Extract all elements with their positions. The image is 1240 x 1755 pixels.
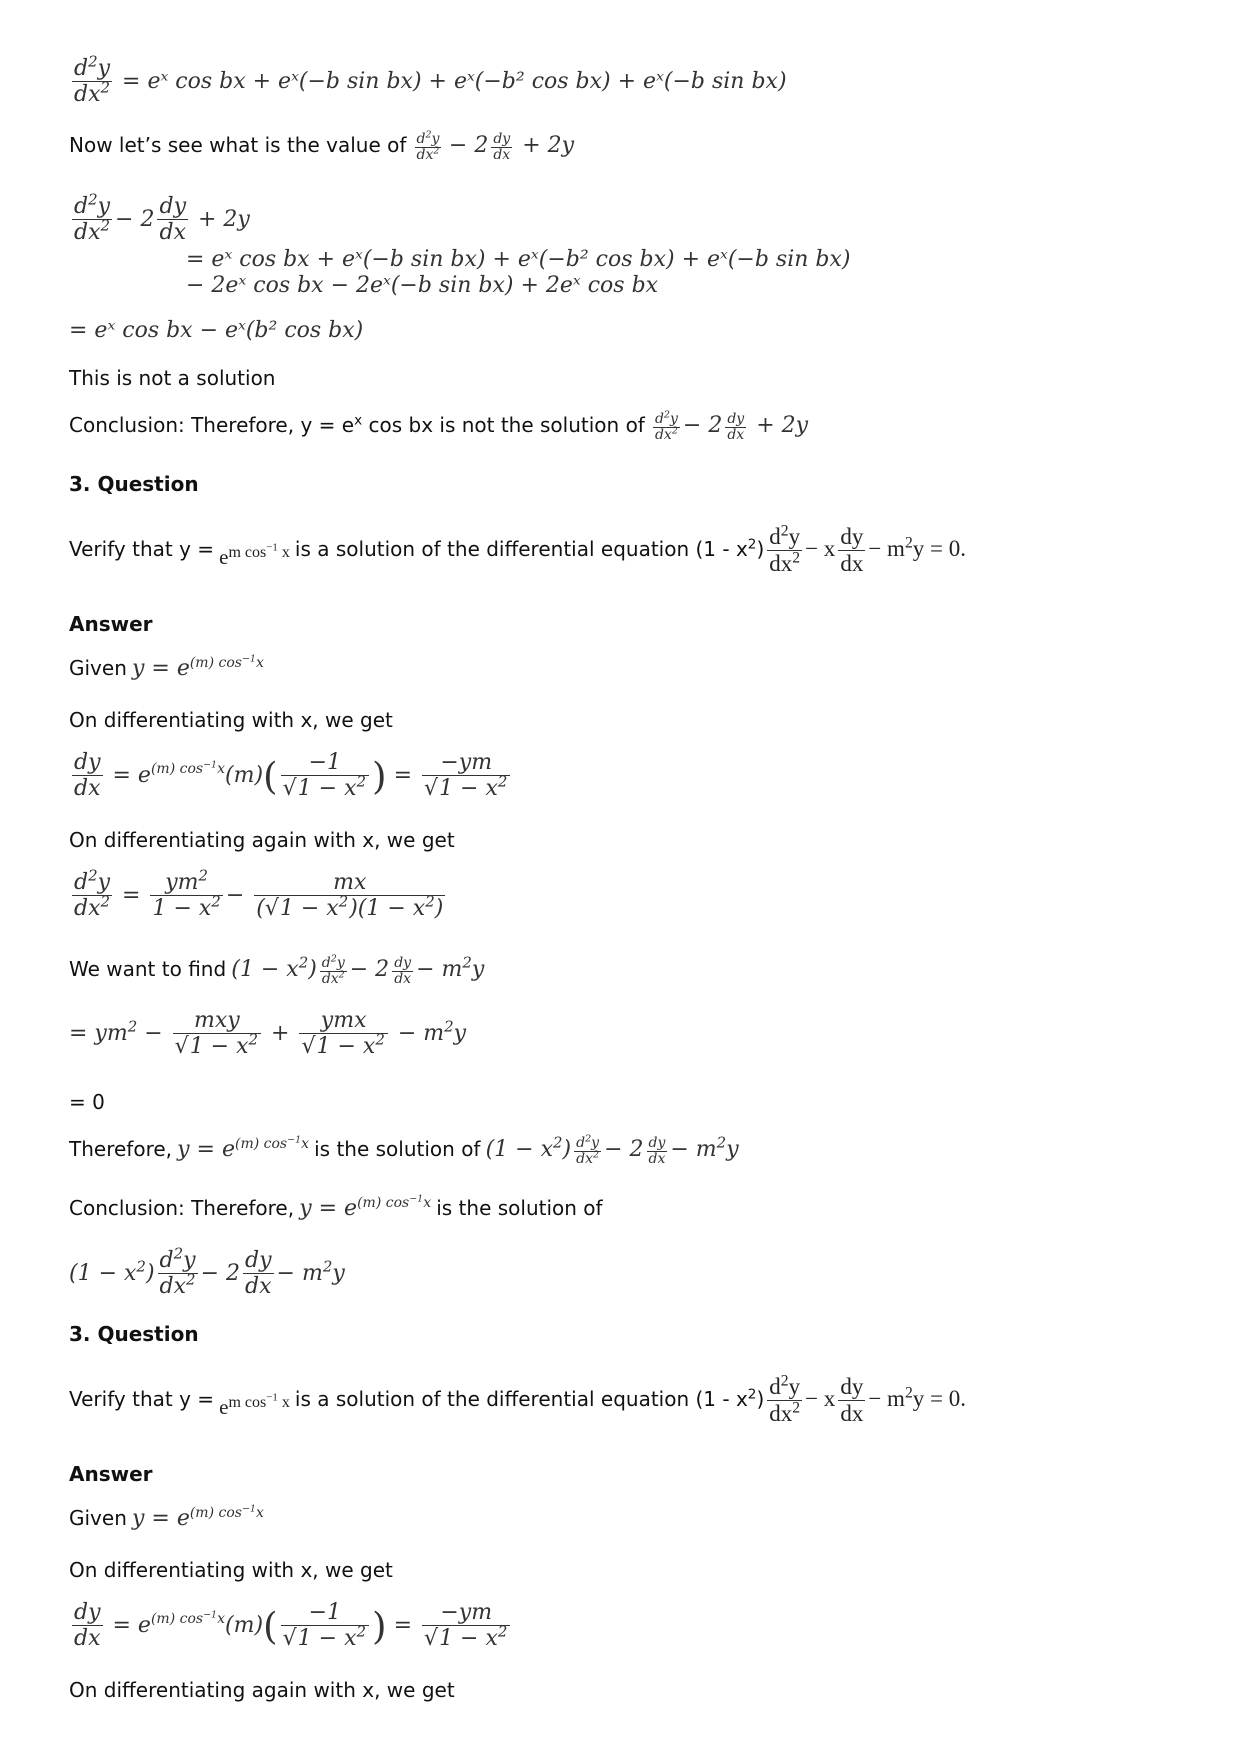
rhs-line2-text: − 2eˣ cos bx − 2eˣ(−b sin bx) + 2eˣ cos bx — [186, 273, 659, 298]
given-line-2: Given $y = e^{(m) cos^{-1}x}$ — [69, 1503, 264, 1531]
is-solution-of: is the solution of — [314, 1136, 481, 1161]
text-now-value: Now let’s see what is the value of $\frac{d^2y}{dx^2}$ − 2 $\frac{dy}{dx}$ + 2y — [69, 129, 575, 164]
verify-middle-2: is a solution of the differential equation (1 - x — [294, 1387, 748, 1412]
conclusion1-prefix: Conclusion: Therefore, y = e — [69, 412, 355, 437]
want-find-label: We want to find — [69, 956, 227, 981]
given-label-2: Given — [69, 1506, 127, 1530]
equation-dydx: $\frac{dy}{dx}$ = $e^{(m) cos^{-1}x}(m)$( $\frac{-1}{√1 - x^2}$ ) = $\frac{-ym}{√1 - x^2}$ — [69, 750, 513, 802]
diff-twice-text: On differentiating again with x, we get — [69, 828, 455, 852]
not-solution-text: This is not a solution — [69, 366, 276, 390]
given-line: Given $y = e^{(m) cos^{-1}x}$ — [69, 653, 264, 681]
conclusion2-is-solution: is the solution of — [436, 1196, 603, 1220]
conclusion1-sup: x — [354, 412, 363, 429]
given-label: Given — [69, 656, 127, 680]
diff-twice-text-2: On differentiating again with x, we get — [69, 1678, 455, 1702]
conclusion-1: Conclusion: Therefore, $y = e^x$ cos bx is not the solution of $\frac{d^2y}{dx^2}$ − 2 $\frac{dy}{dx}$ + 2y — [69, 409, 809, 444]
equation-result — [69, 318, 363, 343]
conclusion2-label: Conclusion: Therefore, — [69, 1196, 295, 1220]
verify-prefix: Verify that y = — [69, 537, 215, 562]
equals-zero: = 0 — [69, 1090, 105, 1114]
verify-sup: 2 — [747, 536, 757, 553]
verify-statement-2: Verify that $y = e^{m cos^{-1} x}$ is a solution of the differential equation $(1 - x^2)$ $\frac{d^2y}{dx^2}$ − x $\frac{dy}{dx}$ − $m^2y = 0$. — [69, 1372, 966, 1427]
question-heading: 3. Question — [69, 472, 199, 496]
rhs-line1-text: = eˣ cos bx + eˣ(−b sin bx) + eˣ(−b² cos bx) + eˣ(−b sin bx) — [186, 247, 851, 272]
equation-lhs-block: $\frac{d^2y}{dx^2}$ − 2 $\frac{dy}{dx}$ + 2y — [74, 190, 250, 246]
verify-sup-2: 2 — [747, 1386, 757, 1403]
equation-d2y: $\frac{d^2y}{dx^2}$ = $\frac{ym^2}{1 - x^2}$ − $\frac{mx}{(√1 - x^2)(1 - x^2)}$ — [74, 866, 444, 922]
conclusion-2: Conclusion: Therefore, $y = e^{(m) cos^{-1}x}$ is the solution of — [69, 1193, 603, 1221]
therefore-label: Therefore, — [69, 1136, 173, 1161]
equation-d2y-rhs: = eˣ cos bx + eˣ(−b sin bx) + eˣ(−b² cos bx) + eˣ(−b sin bx) — [122, 68, 787, 94]
equation-rhs-line1 — [186, 247, 850, 272]
result-text: = eˣ cos bx − eˣ(b² cos bx) — [69, 318, 364, 343]
conclusion1-suffix: cos bx is not the solution of — [362, 412, 645, 437]
verify-middle: is a solution of the differential equation (1 - x — [294, 537, 748, 562]
diff-once-text-2: On differentiating with x, we get — [69, 1558, 393, 1582]
want-find-line: We want to find $(1 - x^2)$ $\frac{d^2y}{dx^2}$ − 2 $\frac{dy}{dx}$ − $m^2y$ — [69, 953, 485, 988]
equation-dydx-2: $\frac{dy}{dx}$ = $e^{(m) cos^{-1}x}(m)$( $\frac{-1}{√1 - x^2}$ ) = $\frac{-ym}{√1 - x^2}$ — [69, 1600, 513, 1652]
equation-simplify: = $ym^2$ − $\frac{\text{mxy}}{√1 - x^2}$ + $\frac{\text{ymx}}{√1 - x^2}$ − $m^2y$ — [69, 1008, 467, 1060]
answer-heading-2: Answer — [69, 1462, 153, 1486]
question-heading-2: 3. Question — [69, 1322, 199, 1346]
therefore-line: Therefore, $y = e^{(m) cos^{-1}x}$ is the solution of $(1 - x^2)$ $\frac{d^2y}{dx^2}$ − 2 $\frac{dy}{dx}$ − $m^2y$ — [69, 1133, 739, 1168]
equation-d2y-expansion: $\frac{d^2y}{dx^2}$ = eˣ cos bx + eˣ(−b sin bx) + eˣ(−b² cos bx) + eˣ(−b sin bx) — [74, 52, 787, 108]
equation-rhs-line2 — [186, 273, 658, 298]
answer-heading: Answer — [69, 612, 153, 636]
verify-statement: Verify that $y = e^{m cos^{-1} x}$ is a solution of the differential equation $(1 - x^2)$ $\frac{d^2y}{dx^2}$ − x $\frac{dy}{dx}$ − $m^2y = 0$. — [69, 522, 966, 577]
conclusion2-equation: $(1 - x^2)$ $\frac{d^2y}{dx^2}$ − 2 $\frac{dy}{dx}$ − $m^2y$ — [69, 1244, 345, 1300]
verify-prefix-2: Verify that y = — [69, 1387, 215, 1412]
diff-once-text: On differentiating with x, we get — [69, 708, 393, 732]
now-text: Now let’s see what is the value of — [69, 132, 407, 157]
